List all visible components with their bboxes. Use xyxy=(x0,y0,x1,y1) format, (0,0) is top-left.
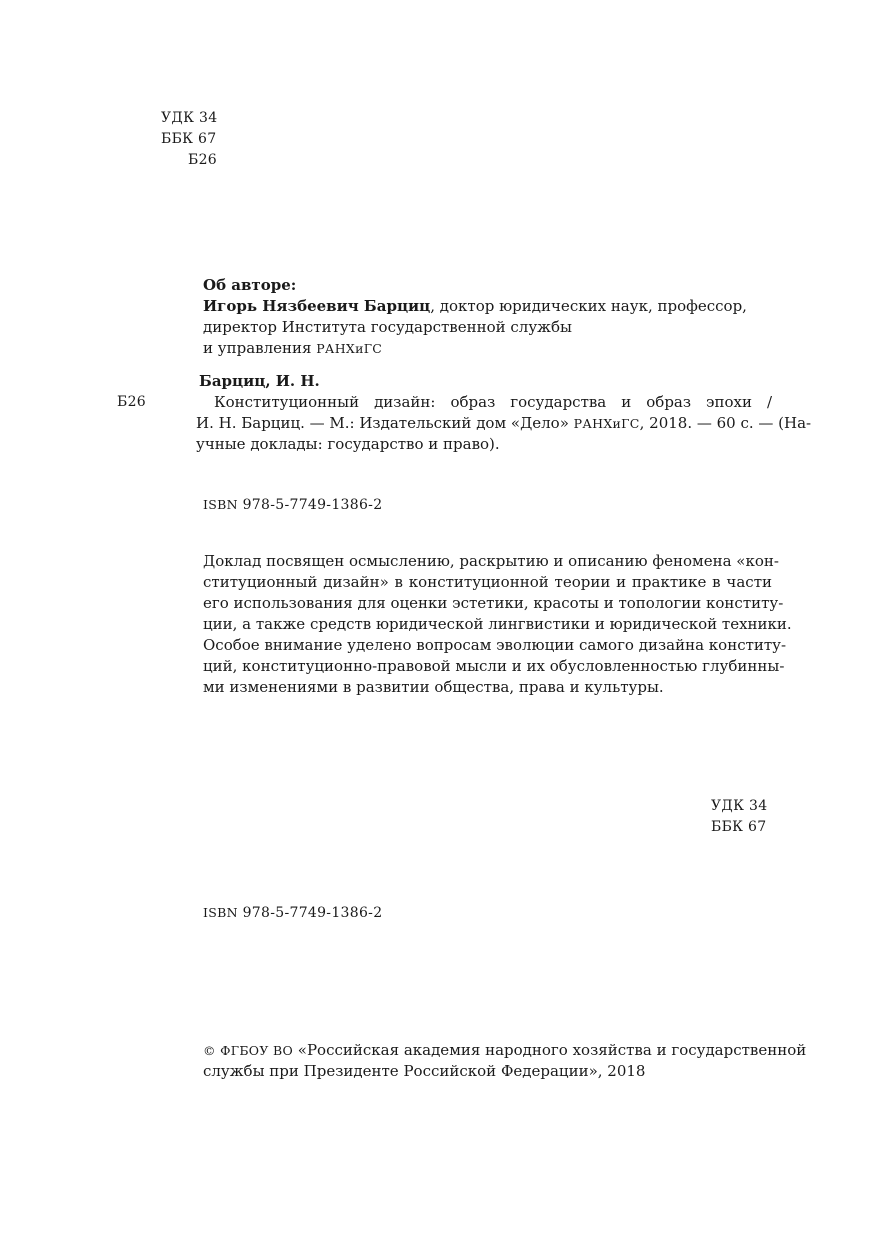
annotation-line: ции, а также средств юридической лингвистики и юридической техники. xyxy=(203,615,792,633)
annotation xyxy=(203,551,792,698)
isbn-prefix: ISBN xyxy=(203,497,238,512)
copyright-org: © ФГБОУ ВО xyxy=(203,1043,293,1058)
copyright-line-1: © ФГБОУ ВО «Российская академия народного хозяйства и государственной xyxy=(203,1041,807,1059)
isbn-line xyxy=(203,494,382,516)
classification-bottom xyxy=(711,796,767,838)
classification-top xyxy=(161,108,217,171)
annotation-line: ми изменениями в развитии общества, права и культуры. xyxy=(203,678,664,696)
annotation-line: ций, конституционно-правовой мысли и их обусловленностью глубинны- xyxy=(203,657,785,675)
org-abbreviation: РАНХиГС xyxy=(316,341,383,356)
copyright-line-2: службы при Президенте Российской Федерации», 2018 xyxy=(203,1062,646,1080)
annotation-line: Доклад посвящен осмыслению, раскрытию и описанию феномена «кон- xyxy=(203,552,779,570)
about-author-line-3: и управления РАНХиГС xyxy=(203,339,383,357)
isbn-number: 978-5-7749-1386-2 xyxy=(242,497,383,513)
record-author-mark: Б26 xyxy=(117,394,147,410)
bbk-code: ББК 67 xyxy=(711,819,767,835)
org-abbreviation: РАНХиГС xyxy=(573,416,640,431)
about-author-line-2: директор Института государственной службы xyxy=(203,318,572,336)
bibliographic-record xyxy=(196,371,812,455)
author-credentials: , доктор юридических наук, профессор, xyxy=(430,297,747,315)
record-title-line: Конституционный дизайн: образ государства и образ эпохи / xyxy=(214,393,772,411)
annotation-line: его использования для оценки эстетики, красоты и топологии конститу- xyxy=(203,594,784,612)
author-mark: Б26 xyxy=(188,152,218,168)
record-series-line: учные доклады: государство и право). xyxy=(196,435,500,453)
udk-code: УДК 34 xyxy=(711,798,768,814)
isbn-prefix: ISBN xyxy=(203,905,238,920)
copyright-notice xyxy=(203,1040,807,1082)
record-publisher-line: И. Н. Барциц. — М.: Издательский дом «Дело» РАНХиГС, 2018. — 60 с. — (На- xyxy=(196,414,812,432)
annotation-line: Особое внимание уделено вопросам эволюции самого дизайна конститу- xyxy=(203,636,787,654)
about-author xyxy=(203,275,747,359)
isbn-number: 978-5-7749-1386-2 xyxy=(242,905,383,921)
about-author-line-1 xyxy=(203,296,747,317)
about-author-heading: Об авторе: xyxy=(203,276,297,294)
bbk-code: ББК 67 xyxy=(161,131,217,147)
isbn-line xyxy=(203,902,382,924)
annotation-line: ституционный дизайн» в конституционной теории и практике в части xyxy=(203,573,772,591)
author-name: Игорь Нязбеевич Барциц xyxy=(203,297,431,315)
udk-code: УДК 34 xyxy=(161,110,218,126)
record-author-heading: Барциц, И. Н. xyxy=(199,372,320,390)
